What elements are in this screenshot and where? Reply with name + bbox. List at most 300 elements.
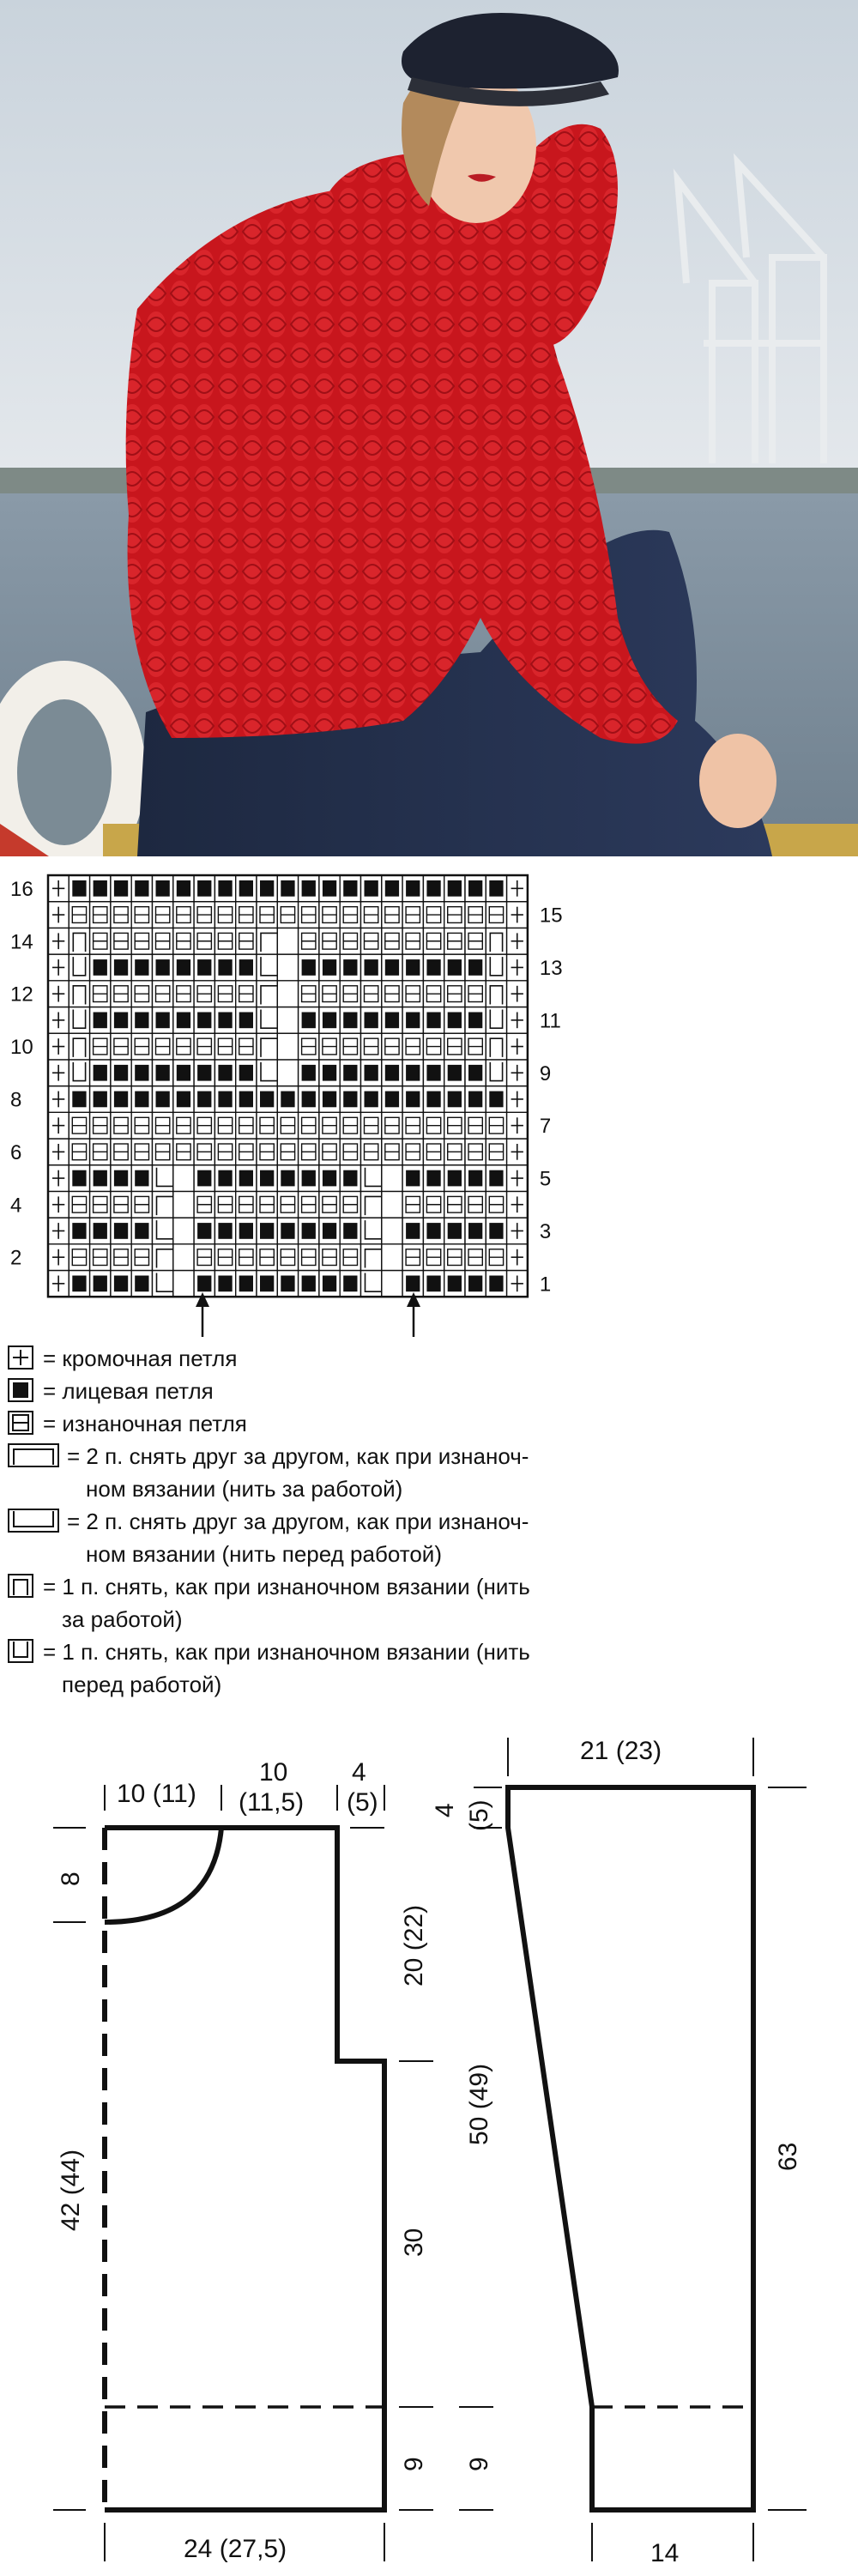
chart-cell bbox=[277, 981, 298, 1007]
chart-cell bbox=[90, 954, 111, 981]
chart-cell bbox=[382, 1007, 402, 1034]
chart-cell bbox=[382, 954, 402, 981]
sleeve-length-label: 50 (49) bbox=[465, 2063, 493, 2145]
chart-cell bbox=[194, 1086, 214, 1113]
chart-cell bbox=[257, 1165, 277, 1192]
chart-cell bbox=[111, 1086, 131, 1113]
chart-cell bbox=[214, 902, 235, 928]
chart-cell bbox=[194, 954, 214, 981]
chart-cell bbox=[236, 928, 257, 954]
body-schematic bbox=[53, 1785, 433, 2561]
legend-line: = 1 п. снять, как при изнаночном вязании (нить bbox=[43, 1574, 530, 1599]
chart-cell bbox=[257, 1086, 277, 1113]
chart-cell bbox=[402, 981, 423, 1007]
chart-cell bbox=[48, 1271, 69, 1297]
chart-cell bbox=[131, 875, 152, 902]
chart-cell bbox=[257, 1139, 277, 1165]
chart-cell bbox=[48, 1007, 69, 1034]
chart-cell bbox=[48, 1244, 69, 1271]
chart-cell bbox=[423, 902, 444, 928]
chart-cell bbox=[90, 1191, 111, 1218]
chart-cell bbox=[402, 1007, 423, 1034]
chart-cell bbox=[340, 1033, 360, 1060]
hand bbox=[699, 734, 776, 828]
chart-cell bbox=[194, 1191, 214, 1218]
chart-cell bbox=[131, 928, 152, 954]
chart-cell bbox=[153, 954, 173, 981]
chart-cell bbox=[486, 1165, 506, 1192]
chart-cell bbox=[236, 875, 257, 902]
chart-cell bbox=[131, 1007, 152, 1034]
sleeve-outline bbox=[508, 1787, 753, 2510]
chart-cell bbox=[69, 1165, 89, 1192]
chart-cell bbox=[111, 1191, 131, 1218]
sleeve-total-length-label: 63 bbox=[774, 2142, 802, 2171]
chart-cell bbox=[465, 1165, 486, 1192]
legend-item-slip2-front bbox=[7, 1505, 650, 1570]
chart-cell bbox=[131, 1165, 152, 1192]
chart-cell bbox=[131, 1139, 152, 1165]
chart-cell bbox=[402, 954, 423, 981]
chart-cell bbox=[340, 1165, 360, 1192]
chart-cell bbox=[277, 954, 298, 981]
chart-cell bbox=[444, 1218, 465, 1244]
chart-cell bbox=[402, 1244, 423, 1271]
chart-cell bbox=[507, 1060, 528, 1086]
chart-cell bbox=[69, 1271, 89, 1297]
chart-cell bbox=[507, 1112, 528, 1139]
chart-cell bbox=[173, 1271, 194, 1297]
chart-cell bbox=[194, 875, 214, 902]
chart-cell bbox=[465, 1271, 486, 1297]
chart-cell bbox=[402, 902, 423, 928]
chart-cell bbox=[69, 1086, 89, 1113]
legend-item-slip1-back bbox=[7, 1570, 626, 1636]
chart-cell bbox=[48, 875, 69, 902]
chart-cell bbox=[153, 902, 173, 928]
chart-cell bbox=[465, 902, 486, 928]
chart-cell bbox=[423, 1139, 444, 1165]
chart-cell bbox=[214, 1060, 235, 1086]
chart-cell bbox=[236, 1112, 257, 1139]
legend-item-edge bbox=[7, 1342, 626, 1375]
row-number-left: 8 bbox=[10, 1088, 22, 1112]
row-number-left: 2 bbox=[10, 1246, 22, 1270]
chart-cell bbox=[194, 1139, 214, 1165]
chart-arrow-1 bbox=[196, 1292, 209, 1337]
chart-cell bbox=[465, 1086, 486, 1113]
chart-cell bbox=[444, 1139, 465, 1165]
chart-cell bbox=[214, 1139, 235, 1165]
chart-cell bbox=[299, 875, 319, 902]
chart-cell bbox=[340, 1086, 360, 1113]
chart-cell bbox=[319, 1033, 340, 1060]
chart-cell bbox=[214, 981, 235, 1007]
chart-cell bbox=[361, 875, 382, 902]
cuff-width-label: 14 bbox=[650, 2539, 680, 2567]
chart-cell bbox=[90, 1165, 111, 1192]
chart-cell bbox=[111, 875, 131, 902]
chart-cell bbox=[361, 1086, 382, 1113]
chart-cell bbox=[214, 1033, 235, 1060]
row-number-left: 6 bbox=[10, 1140, 22, 1164]
chart-cell bbox=[173, 875, 194, 902]
shoulder-width-label-b: (11,5) bbox=[239, 1788, 305, 1817]
chart-cell bbox=[236, 1139, 257, 1165]
chart-cell bbox=[361, 954, 382, 981]
edge-stitch-icon bbox=[7, 1345, 38, 1370]
chart-cell bbox=[236, 954, 257, 981]
chart-cell bbox=[465, 1139, 486, 1165]
chart-cell bbox=[382, 1165, 402, 1192]
chart-cell bbox=[382, 981, 402, 1007]
chart-cell bbox=[382, 1112, 402, 1139]
chart-cell bbox=[465, 928, 486, 954]
chart-cell bbox=[214, 1112, 235, 1139]
chart-cell bbox=[131, 954, 152, 981]
chart-cell bbox=[111, 1139, 131, 1165]
chart-cell bbox=[319, 1060, 340, 1086]
chart-cell bbox=[131, 902, 152, 928]
sleeve-schematic bbox=[459, 1738, 807, 2561]
row-number-left: 12 bbox=[10, 983, 33, 1007]
chart-cell bbox=[507, 875, 528, 902]
chart-cell bbox=[486, 1086, 506, 1113]
chart-cell bbox=[382, 1244, 402, 1271]
legend-line: ном вязании (нить перед работой) bbox=[86, 1541, 442, 1567]
chart-cell bbox=[277, 1244, 298, 1271]
chart-cell bbox=[402, 1271, 423, 1297]
chart-cell bbox=[153, 1060, 173, 1086]
chart-cell bbox=[444, 1033, 465, 1060]
chart-cell bbox=[111, 1060, 131, 1086]
chart-cell bbox=[507, 1218, 528, 1244]
legend-line: = 1 п. снять, как при изнаночном вязании (нить bbox=[43, 1639, 530, 1665]
chart-cell bbox=[299, 1060, 319, 1086]
chart-cell bbox=[340, 1218, 360, 1244]
chart-cell bbox=[277, 1007, 298, 1034]
chart-cell bbox=[257, 902, 277, 928]
chart-cell bbox=[257, 1191, 277, 1218]
chart-cell bbox=[111, 1007, 131, 1034]
row-number-right: 13 bbox=[539, 957, 563, 981]
chart-cell bbox=[340, 875, 360, 902]
chart-cell bbox=[173, 1218, 194, 1244]
chart-cell bbox=[214, 954, 235, 981]
chart-cell bbox=[214, 1218, 235, 1244]
chart-cell bbox=[236, 1191, 257, 1218]
product-photo bbox=[0, 0, 858, 856]
legend-item-slip1-front bbox=[7, 1636, 626, 1701]
chart-cell bbox=[173, 1112, 194, 1139]
chart-cell bbox=[236, 1007, 257, 1034]
chart-cell bbox=[319, 928, 340, 954]
chart-cell bbox=[48, 928, 69, 954]
chart-cell bbox=[402, 1191, 423, 1218]
chart-cell bbox=[90, 875, 111, 902]
chart-cell bbox=[465, 875, 486, 902]
slip-one-back-icon bbox=[7, 1573, 38, 1599]
chart-cell bbox=[299, 928, 319, 954]
chart-cell bbox=[402, 1033, 423, 1060]
row-number-left: 10 bbox=[10, 1036, 33, 1060]
chart-cell bbox=[277, 1165, 298, 1192]
chart-cell bbox=[69, 1139, 89, 1165]
legend-line: ном вязании (нить за работой) bbox=[86, 1476, 403, 1502]
legend-item-slip2-back bbox=[7, 1440, 650, 1505]
chart-cell bbox=[444, 1165, 465, 1192]
chart-cell bbox=[69, 1244, 89, 1271]
chart-cell bbox=[486, 1007, 506, 1034]
chart-cell bbox=[402, 1165, 423, 1192]
chart-cell bbox=[486, 1033, 506, 1060]
legend-line: перед работой) bbox=[62, 1672, 222, 1697]
chart-cell bbox=[319, 902, 340, 928]
chart-cell bbox=[423, 981, 444, 1007]
chart-cell bbox=[69, 902, 89, 928]
chart-cell bbox=[153, 1086, 173, 1113]
legend-line: = лицевая петля bbox=[43, 1378, 214, 1404]
chart-cell bbox=[319, 875, 340, 902]
chart-cell bbox=[361, 1112, 382, 1139]
chart-cell bbox=[153, 1112, 173, 1139]
neck-width-label: 10 (11) bbox=[117, 1780, 196, 1808]
chart-cell bbox=[319, 1218, 340, 1244]
chart-cell bbox=[319, 954, 340, 981]
chart-cell bbox=[236, 1244, 257, 1271]
chart-cell bbox=[214, 1271, 235, 1297]
chart-cell bbox=[48, 1191, 69, 1218]
chart-cell bbox=[236, 1218, 257, 1244]
chart-cell bbox=[486, 902, 506, 928]
chart-cell bbox=[173, 1191, 194, 1218]
row-number-left: 16 bbox=[10, 877, 33, 901]
chart-cell bbox=[173, 928, 194, 954]
chart-cell bbox=[257, 1218, 277, 1244]
chart-cell bbox=[486, 1112, 506, 1139]
chart-cell bbox=[382, 875, 402, 902]
chart-cell bbox=[340, 928, 360, 954]
legend-line: = 2 п. снять друг за другом, как при изнаноч- bbox=[67, 1509, 529, 1534]
chart-cell bbox=[48, 1086, 69, 1113]
chart-cell bbox=[111, 928, 131, 954]
chart-cell bbox=[173, 1060, 194, 1086]
chart-cell bbox=[111, 1244, 131, 1271]
chart-cell bbox=[277, 1033, 298, 1060]
chart-cell bbox=[111, 954, 131, 981]
chart-cell bbox=[319, 1112, 340, 1139]
chart-cell bbox=[214, 1244, 235, 1271]
chart-cell bbox=[465, 981, 486, 1007]
chart-cell bbox=[111, 981, 131, 1007]
chart-cell bbox=[236, 1033, 257, 1060]
chart-cell bbox=[131, 1244, 152, 1271]
row-number-left: 4 bbox=[10, 1194, 22, 1218]
chart-cell bbox=[319, 1139, 340, 1165]
chart-cell bbox=[423, 928, 444, 954]
chart-cell bbox=[236, 902, 257, 928]
chart-cell bbox=[444, 902, 465, 928]
chart-cell bbox=[507, 902, 528, 928]
chart-cell bbox=[444, 981, 465, 1007]
row-numbers-right bbox=[540, 904, 563, 1297]
shoulder-step-label-b: (5) bbox=[347, 1788, 378, 1817]
chart-cell bbox=[402, 1218, 423, 1244]
chart-cell bbox=[444, 954, 465, 981]
chart-cell bbox=[69, 1112, 89, 1139]
chart-cell bbox=[69, 1033, 89, 1060]
sleeve-top-offset-a: 4 bbox=[431, 1803, 459, 1817]
chart-cell bbox=[194, 1271, 214, 1297]
chart-cell bbox=[153, 875, 173, 902]
chart-cell bbox=[111, 1218, 131, 1244]
chart-cell bbox=[257, 1112, 277, 1139]
chart-cell bbox=[111, 1112, 131, 1139]
chart-cell bbox=[90, 1218, 111, 1244]
chart-cell bbox=[69, 1218, 89, 1244]
legend-item-purl bbox=[7, 1407, 626, 1440]
chart-cell bbox=[444, 1244, 465, 1271]
chart-cell bbox=[194, 981, 214, 1007]
chart-cell bbox=[111, 1033, 131, 1060]
chart-cell bbox=[361, 902, 382, 928]
legend-item-knit bbox=[7, 1375, 626, 1407]
chart-cell bbox=[507, 1086, 528, 1113]
chart-cell bbox=[382, 1086, 402, 1113]
legend-line: = 2 п. снять друг за другом, как при изнаноч- bbox=[67, 1443, 529, 1469]
chart-cell bbox=[299, 1086, 319, 1113]
sleeve-top-offset-b: (5) bbox=[465, 1799, 493, 1831]
chart-cell bbox=[131, 1218, 152, 1244]
chart-cell bbox=[340, 1244, 360, 1271]
chart-cell bbox=[173, 1165, 194, 1192]
chart-cell bbox=[90, 1271, 111, 1297]
chart-cell bbox=[486, 981, 506, 1007]
chart-cell bbox=[90, 902, 111, 928]
chart-cell bbox=[486, 1191, 506, 1218]
row-number-right: 15 bbox=[539, 904, 563, 928]
chart-cell bbox=[361, 1007, 382, 1034]
chart-cell bbox=[423, 1086, 444, 1113]
chart-cell bbox=[153, 981, 173, 1007]
chart-cell bbox=[402, 1139, 423, 1165]
chart-cell bbox=[340, 1060, 360, 1086]
chart-cell bbox=[90, 1086, 111, 1113]
chart-cell bbox=[402, 1086, 423, 1113]
chart-cell bbox=[507, 1007, 528, 1034]
chart-cell bbox=[277, 1112, 298, 1139]
chart-cell bbox=[173, 1033, 194, 1060]
neck-depth-label: 8 bbox=[57, 1872, 85, 1886]
side-total-label: 42 (44) bbox=[57, 2149, 85, 2231]
chart-cell bbox=[402, 1060, 423, 1086]
chart-cell bbox=[90, 1007, 111, 1034]
chart-cell bbox=[444, 1271, 465, 1297]
chart-cell bbox=[465, 1112, 486, 1139]
chart-cell bbox=[48, 1218, 69, 1244]
chart-cell bbox=[507, 1271, 528, 1297]
chart-cell bbox=[382, 1060, 402, 1086]
chart-cell bbox=[361, 1060, 382, 1086]
chart-cell bbox=[194, 1033, 214, 1060]
chart-cell bbox=[507, 1033, 528, 1060]
chart-cell bbox=[277, 1218, 298, 1244]
chart-cell bbox=[319, 1165, 340, 1192]
chart-cell bbox=[486, 928, 506, 954]
photo-illustration bbox=[0, 0, 858, 856]
chart-cell bbox=[69, 954, 89, 981]
row-number-right: 3 bbox=[539, 1220, 552, 1244]
slip-one-front-icon bbox=[7, 1638, 38, 1664]
row-number-right: 1 bbox=[539, 1273, 552, 1297]
chart-cell bbox=[131, 1086, 152, 1113]
row-number-right: 7 bbox=[539, 1115, 552, 1139]
chart-cell bbox=[90, 1112, 111, 1139]
chart-cell bbox=[382, 1271, 402, 1297]
garment-schematics bbox=[0, 1716, 858, 2576]
chart-cell bbox=[423, 1007, 444, 1034]
chart-cell bbox=[299, 1191, 319, 1218]
shoulder-width-label-a: 10 bbox=[259, 1758, 288, 1787]
stitch-chart bbox=[0, 856, 858, 1337]
chart-cell bbox=[153, 1139, 173, 1165]
chart-cell bbox=[340, 902, 360, 928]
chart-cell bbox=[361, 1139, 382, 1165]
chart-cell bbox=[257, 1244, 277, 1271]
chart-cell bbox=[236, 1060, 257, 1086]
chart-cell bbox=[90, 1244, 111, 1271]
chart-cell bbox=[173, 902, 194, 928]
chart-cell bbox=[299, 1139, 319, 1165]
chart-cell bbox=[299, 1165, 319, 1192]
chart-cell bbox=[194, 1060, 214, 1086]
chart-cell bbox=[48, 981, 69, 1007]
chart-cell bbox=[236, 981, 257, 1007]
chart-cell bbox=[214, 1007, 235, 1034]
chart-cell bbox=[465, 1244, 486, 1271]
chart-cell bbox=[382, 1033, 402, 1060]
chart-cell bbox=[173, 1007, 194, 1034]
chart-cell bbox=[173, 954, 194, 981]
chart-cell bbox=[507, 1165, 528, 1192]
row-numbers-left bbox=[10, 878, 33, 1270]
chart-grid bbox=[48, 875, 528, 1297]
chart-cell bbox=[194, 928, 214, 954]
slip-two-back-icon bbox=[7, 1442, 62, 1468]
chart-cell bbox=[90, 928, 111, 954]
chart-cell bbox=[319, 1086, 340, 1113]
chart-cell bbox=[277, 902, 298, 928]
shoulder-step-label-a: 4 bbox=[352, 1758, 366, 1787]
chart-cell bbox=[423, 1165, 444, 1192]
chart-cell bbox=[486, 875, 506, 902]
chart-cell bbox=[486, 1244, 506, 1271]
chart-cell bbox=[48, 1112, 69, 1139]
chart-cell bbox=[69, 1060, 89, 1086]
chart-cell bbox=[361, 928, 382, 954]
chart-cell bbox=[465, 1191, 486, 1218]
chart-cell bbox=[90, 1033, 111, 1060]
chart-arrow-2 bbox=[407, 1292, 420, 1337]
chart-cell bbox=[48, 1139, 69, 1165]
chart-cell bbox=[299, 1271, 319, 1297]
chart-cell bbox=[194, 1007, 214, 1034]
chart-cell bbox=[361, 981, 382, 1007]
legend-line: = кромочная петля bbox=[43, 1345, 238, 1371]
sleeve-rib-height-label: 9 bbox=[465, 2457, 493, 2471]
chart-cell bbox=[131, 1033, 152, 1060]
chart-cell bbox=[173, 1086, 194, 1113]
